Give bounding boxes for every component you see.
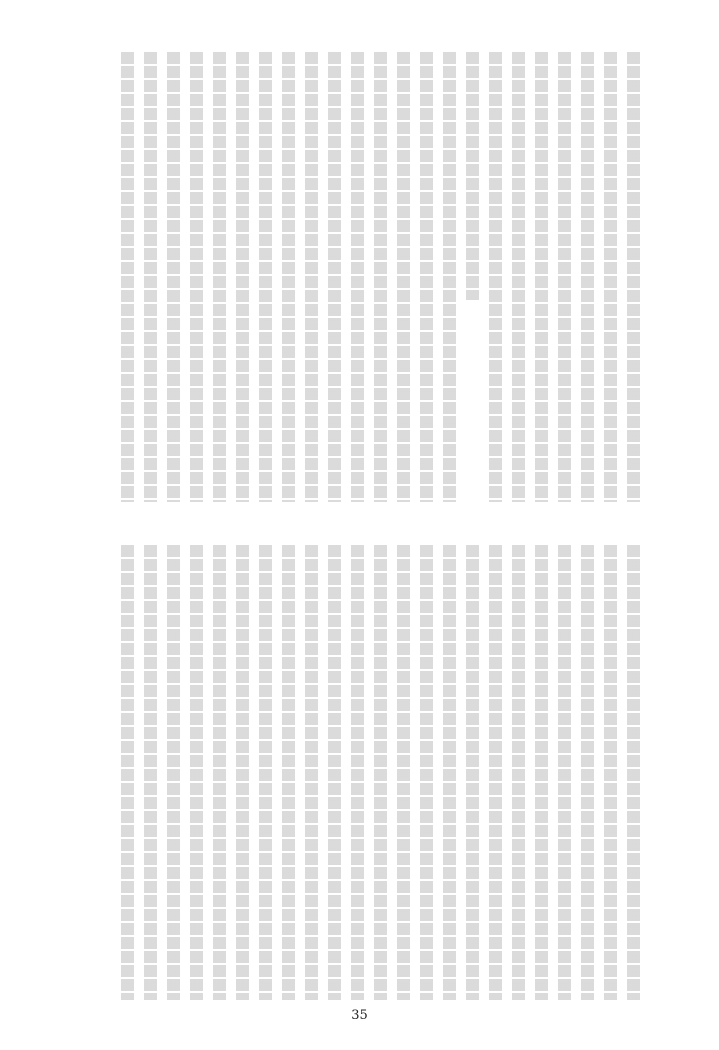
text-line-placeholder: [512, 545, 525, 1000]
text-line-placeholder: [443, 52, 456, 502]
text-line-placeholder: [167, 545, 180, 1000]
text-line-placeholder: [535, 545, 548, 1000]
text-line-placeholder: [121, 52, 134, 502]
text-line-placeholder: [374, 545, 387, 1000]
page-number: 35: [351, 1008, 368, 1023]
text-line-placeholder: [259, 545, 272, 1000]
text-line-placeholder: [213, 545, 226, 1000]
text-line-placeholder: [420, 545, 433, 1000]
text-line-placeholder: [328, 52, 341, 502]
text-line-placeholder: [535, 52, 548, 502]
text-line-placeholder: [581, 52, 594, 502]
text-line-placeholder: [558, 52, 571, 502]
text-line-placeholder: [512, 52, 525, 502]
text-line-placeholder: [121, 545, 134, 1000]
upper-text-block: [92, 52, 640, 502]
text-line-placeholder: [581, 545, 594, 1000]
text-line-placeholder: [351, 52, 364, 502]
text-line-placeholder: [190, 52, 203, 502]
text-line-placeholder: [236, 52, 249, 502]
text-line-placeholder: [282, 52, 295, 502]
text-line-placeholder: [489, 545, 502, 1000]
text-line-placeholder: [328, 545, 341, 1000]
text-line-placeholder: [466, 545, 479, 1000]
text-line-placeholder: [305, 545, 318, 1000]
text-line-placeholder: [604, 545, 617, 1000]
lower-text-block: [92, 545, 640, 1000]
text-line-placeholder: [420, 52, 433, 502]
text-line-placeholder: [236, 545, 249, 1000]
text-line-placeholder: [397, 52, 410, 502]
text-line-placeholder: [167, 52, 180, 502]
text-line-placeholder: [558, 545, 571, 1000]
text-line-placeholder: [213, 52, 226, 502]
text-line-placeholder: [259, 52, 272, 502]
text-line-placeholder: [443, 545, 456, 1000]
text-line-placeholder: [627, 52, 640, 502]
text-line-placeholder: [282, 545, 295, 1000]
text-line-placeholder: [374, 52, 387, 502]
text-line-placeholder: [305, 52, 318, 502]
text-line-placeholder: [466, 52, 479, 300]
text-line-placeholder: [144, 545, 157, 1000]
text-line-placeholder: [489, 52, 502, 502]
text-line-placeholder: [190, 545, 203, 1000]
text-line-placeholder: [144, 52, 157, 502]
text-line-placeholder: [397, 545, 410, 1000]
text-line-placeholder: [351, 545, 364, 1000]
text-line-placeholder: [604, 52, 617, 502]
text-line-placeholder: [627, 545, 640, 1000]
